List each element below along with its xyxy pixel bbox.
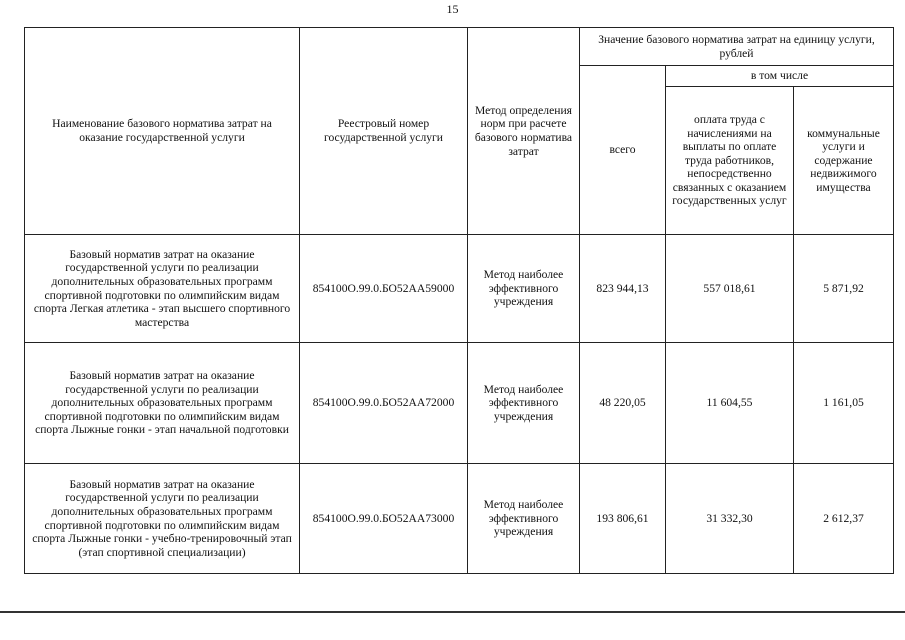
header-registry: Реестровый номер государственной услуги xyxy=(300,28,468,235)
row-utilities: 2 612,37 xyxy=(794,464,894,574)
row-total: 48 220,05 xyxy=(580,343,666,464)
header-total: всего xyxy=(580,66,666,235)
row-utilities: 1 161,05 xyxy=(794,343,894,464)
norms-table xyxy=(24,27,894,574)
row-labor: 11 604,55 xyxy=(666,343,794,464)
row-total: 823 944,13 xyxy=(580,235,666,343)
header-including: в том числе xyxy=(666,66,894,87)
row-labor: 557 018,61 xyxy=(666,235,794,343)
row-name: Базовый норматив затрат на оказание государственной услуги по реализации дополнительных образовательных программ спортивной подготовки по олимпийским видам спорта Легкая атлетика - этап высшего спортивного мастерства xyxy=(25,235,300,343)
row-method: Метод наиболее эффективного учреждения xyxy=(468,235,580,343)
row-name: Базовый норматив затрат на оказание государственной услуги по реализации дополнительных образовательных программ спортивной подготовки по олимпийским видам спорта Лыжные гонки - этап начальной подготовки xyxy=(25,343,300,464)
row-utilities: 5 871,92 xyxy=(794,235,894,343)
row-registry: 854100О.99.0.БО52АА72000 xyxy=(300,343,468,464)
table-row xyxy=(25,235,894,343)
header-value-group: Значение базового норматива затрат на единицу услуги, рублей xyxy=(580,28,894,66)
page-bottom-rule xyxy=(0,611,905,613)
header-method: Метод определения норм при расчете базового норматива затрат xyxy=(468,28,580,235)
page-number: 15 xyxy=(446,2,459,16)
row-method: Метод наиболее эффективного учреждения xyxy=(468,464,580,574)
row-total: 193 806,61 xyxy=(580,464,666,574)
row-method: Метод наиболее эффективного учреждения xyxy=(468,343,580,464)
header-utilities: коммунальные услуги и содержание недвижимого имущества xyxy=(794,87,894,235)
header-name: Наименование базового норматива затрат на оказание государственной услуги xyxy=(25,28,300,235)
header-labor: оплата труда с начислениями на выплаты по оплате труда работников, непосредственно связанных с оказанием государственных услуг xyxy=(666,87,794,235)
table-row xyxy=(25,464,894,574)
row-registry: 854100О.99.0.БО52АА73000 xyxy=(300,464,468,574)
row-registry: 854100О.99.0.БО52АА59000 xyxy=(300,235,468,343)
row-labor: 31 332,30 xyxy=(666,464,794,574)
table-row xyxy=(25,343,894,464)
row-name: Базовый норматив затрат на оказание государственной услуги по реализации дополнительных образовательных программ спортивной подготовки по олимпийским видам спорта Лыжные гонки - учебно-тренировочный этап (этап спортивной специализации) xyxy=(25,464,300,574)
header-row-1 xyxy=(25,28,894,66)
